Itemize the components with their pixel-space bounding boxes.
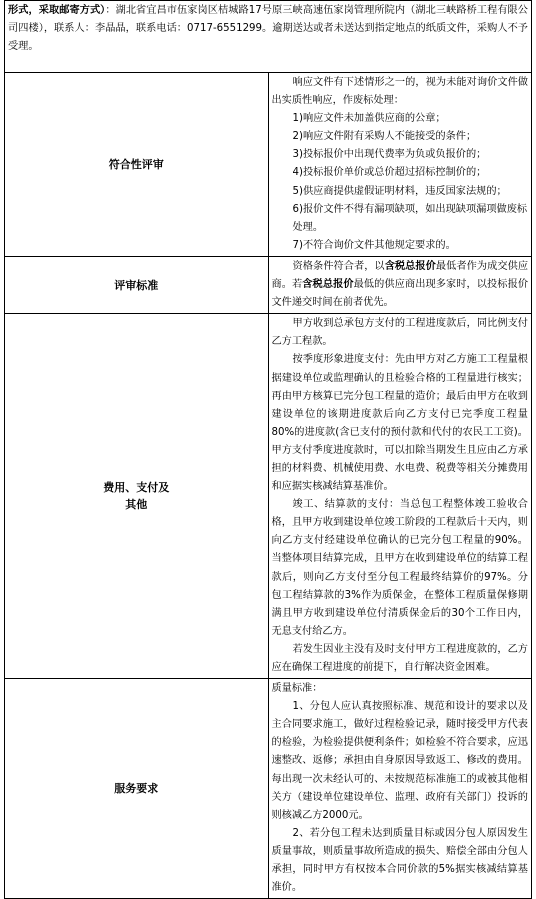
- payment-label-line-2: 其他: [125, 498, 148, 512]
- procurement-terms-table: [4, 0, 532, 899]
- compliance-item: 2)响应文件附有采购人不能接受的条件；: [292, 131, 477, 143]
- payment-paragraph: 竣工、结算款的支付：当总包工程整体竣工验收合格，且甲方收到建设单位竣工阶段的工程款后十天内，则向乙方支付经建设单位确认的已完分包工程量的90%。当整体项目结算完成，且甲方在收到建设单位的结算工程款后，则向乙方支付至分包工程最终结算价的97%。分包工程结算款的3%作为质保金，在整体工程质量保修期满且甲方收到建设单位付清质保金后的30个工作日内，无息支付给乙方。: [271, 499, 528, 637]
- row-evaluation: [5, 256, 532, 313]
- payment-label: [5, 314, 269, 679]
- row-submission: [5, 1, 532, 73]
- evaluation-bold-1: 含税总报价: [384, 260, 436, 272]
- row-payment: [5, 314, 532, 679]
- compliance-item: 5)供应商提供虚假证明材料，违反国家法规的；: [292, 185, 507, 197]
- submission-paragraph: [8, 2, 528, 56]
- row-service: [5, 679, 532, 899]
- payment-cell: [268, 314, 532, 679]
- row-compliance: [5, 73, 532, 257]
- service-paragraph: 2、若分包工程未达到质量目标或因分包人原因发生质量事故，则质量事故所造成的损失、赔偿全部由分包人承担，同时甲方有权按本合同价款的5%据实核减结算基准价。: [271, 827, 528, 894]
- evaluation-text-3: 最低的供应商出现多家时，以投标报价文件递交时间在前者优先。: [271, 279, 529, 309]
- compliance-item: 6)报价文件不得有漏项缺项，如出现缺项漏项做废标处理。: [292, 203, 528, 233]
- evaluation-paragraph: [272, 258, 529, 312]
- service-paragraph: 1、分包人应认真按照标准、规范和设计的要求以及主合同要求施工，做好过程检验记录，随时接受甲方代表的检验，为检验提供便利条件；如检验不符合要求，应迅速整改、返修；承担由自身原因导致返工、修改的费用。每出现一次未经认可的、未按规范标准施工的或被其他相关方（建设单位建设单位、监理、政府有关部门）投诉的则核减乙方2000元。: [271, 701, 528, 821]
- service-cell: [268, 679, 532, 899]
- submission-text: ：湖北省宜昌市伍家岗区桔城路17号原三峡高速伍家岗管理所院内（湖北三峡路桥工程有限公司四楼），联系人：李晶晶，联系电话：0717-6551299。逾期送达或者未送达到指定地点的纸质文件，采购人不予受理。: [8, 5, 528, 53]
- compliance-item: 3)投标报价中出现代费率为负或负报价的；: [292, 149, 487, 161]
- submission-bold-lead: 形式，采取邮寄方式）: [8, 5, 106, 16]
- evaluation-text-2: 最低者作为成交供应商。若: [271, 260, 529, 291]
- compliance-item: 7)不符合询价文件其他规定要求的。: [292, 239, 456, 251]
- payment-paragraph: 按季度形象进度支付：先由甲方对乙方施工工程量根据建设单位或监理确认的且检验合格的工程量进行核实；再由甲方核算已完分包工程量的造价；最后由甲方在收到建设单位的该期进度款后向乙方支付已完季度工程量80%的进度款(含已支付的预付款和代付的农民工工资)。甲方支付季度进度款时，可以扣除当期发生且应由乙方承担的材料费、机械使用费、水电费、税费等相关分摊费用和应据实核减结算基准价。: [271, 354, 528, 493]
- service-label: 服务要求: [5, 679, 269, 899]
- payment-paragraph: 若发生因业主没有及时支付甲方工程进度款的，乙方应在确保工程进度的前提下，自行解决资金困难。: [271, 643, 528, 673]
- compliance-item: 4)投标报价单价或总价超过招标控制价的；: [292, 167, 487, 179]
- evaluation-cell: [268, 256, 532, 313]
- evaluation-label: 评审标准: [5, 256, 269, 313]
- payment-paragraph: 甲方收到总承包方支付的工程进度款后，同比例支付乙方工程款。: [271, 318, 528, 348]
- evaluation-bold-2: 含税总报价: [302, 279, 354, 291]
- service-title: 质量标准：: [271, 683, 323, 695]
- payment-label-line-1: 费用、支付及: [103, 481, 170, 495]
- compliance-item: 1)响应文件未加盖供应商的公章；: [292, 113, 446, 125]
- compliance-label: 符合性评审: [5, 73, 269, 257]
- evaluation-text-1: 资格条件符合者，以: [292, 260, 385, 272]
- compliance-cell: [268, 73, 532, 257]
- submission-cell: [5, 1, 532, 73]
- compliance-intro: 响应文件有下述情形之一的，视为未能对询价文件做出实质性响应，作废标处理：: [271, 77, 528, 107]
